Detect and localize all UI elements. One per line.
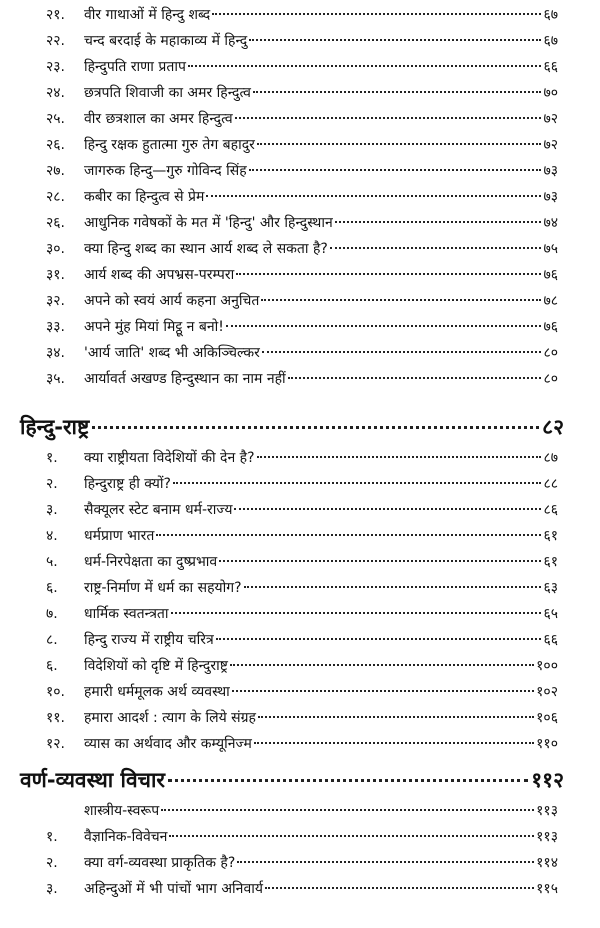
entry-title: कबीर का हिन्दुत्व से प्रेम	[84, 189, 205, 205]
entry-title: धर्मप्राण भारत	[84, 528, 155, 544]
toc-entry	[46, 735, 558, 753]
dot-leader	[161, 809, 534, 811]
dot-leader	[232, 690, 534, 692]
toc-entry	[46, 84, 558, 102]
entry-page: ६६	[543, 632, 558, 648]
entry-number: ६.	[46, 658, 58, 674]
dot-leader	[156, 534, 541, 536]
entry-page: ६१	[543, 554, 558, 570]
dot-leader	[330, 247, 542, 249]
entry-page: ६५	[543, 606, 558, 622]
entry-page: ८०	[543, 345, 558, 361]
entry-title: अपने को स्वयं आर्य कहना अनुचित	[84, 293, 260, 309]
entry-page: ६३	[543, 580, 558, 596]
dot-leader	[234, 508, 541, 510]
entry-title: वीर गाथाओं में हिन्दु शब्द	[84, 7, 211, 23]
entry-title: क्या राष्ट्रीयता विदेशियों की देन है?	[84, 450, 255, 466]
entry-number: २३.	[46, 59, 66, 75]
entry-page: ११५	[536, 881, 558, 897]
entry-title: हमारी धर्ममूलक अर्थ व्यवस्था	[84, 684, 230, 700]
entry-number: २८.	[46, 189, 66, 205]
entry-page: ६७	[543, 7, 558, 23]
entry-number: २.	[46, 476, 58, 492]
toc-entry	[46, 880, 558, 898]
entry-number: १.	[46, 829, 58, 845]
entry-number: ६.	[46, 580, 58, 596]
section-page: ८२	[542, 415, 564, 439]
entry-page: ११३	[536, 829, 558, 845]
dot-leader	[168, 779, 528, 782]
dot-leader	[230, 664, 534, 666]
dot-leader	[265, 887, 534, 889]
entry-page: ११४	[536, 855, 558, 871]
toc-entry	[46, 579, 558, 597]
dot-leader	[258, 716, 534, 718]
dot-leader	[169, 835, 534, 837]
entry-title: व्यास का अर्थवाद और कम्यूनिज्म	[84, 736, 252, 752]
entry-page: ६७	[543, 33, 558, 49]
entry-page: ८६	[543, 502, 558, 518]
entry-title: क्या वर्ग-व्यवस्था प्राकृतिक है?	[84, 855, 236, 871]
toc-entry	[46, 854, 558, 872]
section-heading	[20, 414, 564, 440]
dot-leader	[257, 143, 542, 145]
toc-entry	[46, 240, 558, 258]
entry-number: १०.	[46, 684, 66, 700]
entry-number: ३४.	[46, 345, 66, 361]
dot-leader	[235, 117, 542, 119]
section-title: वर्ण-व्यवस्था विचार	[20, 768, 166, 792]
entry-number: १.	[46, 450, 58, 466]
entry-page: ७२	[543, 111, 558, 127]
toc-entry	[46, 292, 558, 310]
entry-number: ५.	[46, 554, 58, 570]
dot-leader	[249, 169, 542, 171]
entry-page: ७३	[543, 163, 558, 179]
entry-title: धार्मिक स्वतन्त्रता	[84, 606, 169, 622]
entry-page: ८८	[543, 476, 558, 492]
toc-entry	[46, 605, 558, 623]
entry-number: ३२.	[46, 293, 66, 309]
dot-leader	[171, 612, 542, 614]
entry-page: ६६	[543, 59, 558, 75]
entry-number: २१.	[46, 7, 66, 23]
entry-page: ७३	[543, 189, 558, 205]
toc-entry	[46, 110, 558, 128]
entry-page: ७८	[543, 293, 558, 309]
dot-leader	[244, 586, 542, 588]
dot-leader	[288, 377, 542, 379]
entry-number: ११.	[46, 710, 66, 726]
dot-leader	[236, 273, 541, 275]
entry-number: ३१.	[46, 267, 66, 283]
dot-leader	[206, 195, 541, 197]
dot-leader	[261, 299, 541, 301]
entry-title: विदेशियों को दृष्टि में हिन्दुराष्ट्र	[84, 658, 228, 674]
entry-title: आर्य शब्द की अपभ्रस-परम्परा	[84, 267, 235, 283]
entry-title: शास्त्रीय-स्वरूप	[84, 803, 160, 819]
entry-number: ३०.	[46, 241, 66, 257]
dot-leader	[262, 351, 542, 353]
entry-number: ८.	[46, 632, 58, 648]
toc-entry	[46, 683, 558, 701]
toc-entry	[46, 318, 558, 336]
entry-title: हिन्दु रक्षक हुतात्मा गुरु तेग बहादुर	[84, 137, 255, 153]
toc-entry	[46, 32, 558, 50]
dot-leader	[188, 65, 542, 67]
toc-entry	[46, 631, 558, 649]
entry-number: ३.	[46, 881, 58, 897]
section-page: ११२	[531, 768, 564, 792]
entry-page: ६१	[543, 528, 558, 544]
entry-title: अहिन्दुओं में भी पांचों भाग अनिवार्य	[84, 881, 263, 897]
entry-page: ७६	[543, 267, 558, 283]
entry-number: ३.	[46, 502, 58, 518]
section-title: हिन्दु-राष्ट्र	[20, 415, 90, 439]
toc-entry	[46, 802, 558, 820]
entry-page: ११०	[536, 736, 558, 752]
entry-title: हिन्दुराष्ट्र ही क्यों?	[84, 476, 171, 492]
toc-entry	[46, 501, 558, 519]
entry-title: हमारा आदर्श : त्याग के लिये संग्रह	[84, 710, 256, 726]
entry-number: २६.	[46, 137, 66, 153]
entry-number: २४.	[46, 85, 66, 101]
entry-page: १००	[536, 658, 558, 674]
entry-title: जागरुक हिन्दु—गुरु गोविन्द सिंह	[84, 163, 247, 179]
entry-title: छत्रपति शिवाजी का अमर हिन्दुत्व	[84, 85, 251, 101]
entry-title: वैज्ञानिक-विवेचन	[84, 829, 168, 845]
dot-leader	[226, 325, 542, 327]
toc-entry	[46, 709, 558, 727]
toc-entry	[46, 6, 558, 24]
entry-page: ११३	[536, 803, 558, 819]
toc-entry	[46, 266, 558, 284]
toc-entry	[46, 475, 558, 493]
entry-title: आधुनिक गवेषकों के मत में 'हिन्दु' और हिन्दुस्थान	[84, 215, 333, 231]
entry-number: २.	[46, 855, 58, 871]
entry-page: ७४	[543, 215, 558, 231]
entry-number: २५.	[46, 111, 66, 127]
entry-number: ७.	[46, 606, 58, 622]
toc-entry	[46, 58, 558, 76]
entry-title: चन्द बरदाई के महाकाव्य में हिन्दु	[84, 33, 248, 49]
dot-leader	[249, 39, 541, 41]
entry-page: १०६	[536, 710, 558, 726]
toc-entry	[46, 370, 558, 388]
toc-entry	[46, 828, 558, 846]
entry-title: हिन्दुपति राणा प्रताप	[84, 59, 186, 75]
dot-leader	[257, 456, 542, 458]
entry-page: ७५	[543, 241, 558, 257]
entry-title: क्या हिन्दु शब्द का स्थान आर्य शब्द ले सकता है?	[84, 241, 328, 257]
toc-entry	[46, 553, 558, 571]
toc-entry	[46, 162, 558, 180]
entry-number: २२.	[46, 33, 66, 49]
entry-title: राष्ट्र-निर्माण में धर्म का सहयोग?	[84, 580, 242, 596]
entry-page: ७६	[543, 319, 558, 335]
toc-entry	[46, 527, 558, 545]
dot-leader	[92, 426, 539, 429]
toc-entry	[46, 136, 558, 154]
toc-entry	[46, 449, 558, 467]
entry-number: २६.	[46, 215, 66, 231]
entry-page: ८७	[543, 450, 558, 466]
dot-leader	[237, 861, 534, 863]
entry-title: सैक्यूलर स्टेट बनाम धर्म-राज्य	[84, 502, 233, 518]
dot-leader	[335, 221, 542, 223]
dot-leader	[212, 13, 541, 15]
entry-number: ४.	[46, 528, 58, 544]
toc-entry	[46, 657, 558, 675]
entry-title: धर्म-निरपेक्षता का दुष्प्रभाव	[84, 554, 218, 570]
entry-page: ७२	[543, 137, 558, 153]
toc-entry	[46, 344, 558, 362]
entry-number: ३३.	[46, 319, 66, 335]
entry-title: वीर छत्रशाल का अमर हिन्दुत्व	[84, 111, 233, 127]
entry-number: २७.	[46, 163, 66, 179]
entry-number: ३५.	[46, 371, 66, 387]
toc-entry	[46, 188, 558, 206]
entry-title: आर्यावर्त अखण्ड हिन्दुस्थान का नाम नहीं	[84, 371, 286, 387]
dot-leader	[253, 91, 541, 93]
entry-title: 'आर्य जाति' शब्द भी अकिञ्चिल्कर	[84, 345, 260, 361]
entry-title: अपने मुंह मियां मिट्ठू न बनो!	[84, 319, 224, 335]
entry-title: हिन्दु राज्य में राष्ट्रीय चरित्र	[84, 632, 214, 648]
entry-number: १२.	[46, 736, 66, 752]
section-heading	[20, 767, 564, 793]
dot-leader	[216, 638, 542, 640]
entry-page: १०२	[536, 684, 558, 700]
dot-leader	[173, 482, 541, 484]
toc-entry	[46, 214, 558, 232]
dot-leader	[254, 742, 534, 744]
entry-page: ८०	[543, 371, 558, 387]
dot-leader	[219, 560, 541, 562]
entry-page: ७०	[543, 85, 558, 101]
